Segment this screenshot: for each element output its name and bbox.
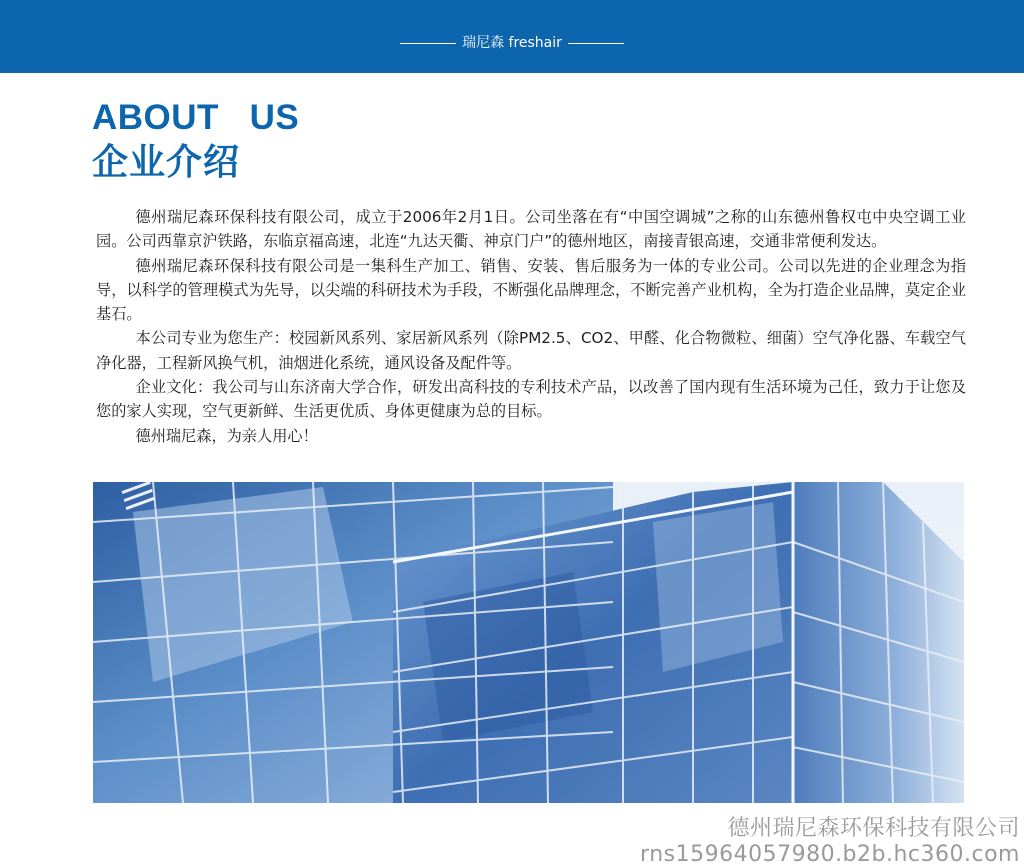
- company-intro-title: 企业介绍: [92, 142, 241, 183]
- watermark-company: 德州瑞尼森环保科技有限公司: [727, 816, 1020, 841]
- paragraph-culture: 企业文化：我公司与山东济南大学合作，研发出高科技的专利技术产品，以改善了国内现有生活环境为己任，致力于让您及您的家人实现，空气更新鲜、生活更优质、身体更健康为总的目标。: [96, 378, 966, 421]
- paragraph-products: 本公司专业为您生产：校园新风系列、家居新风系列（除PM2.5、CO2、甲醛、化合物微粒、细菌）空气净化器、车载空气净化器，工程新风换气机，油烟进化系统，通风设备及配件等。: [96, 329, 966, 372]
- paragraph-slogan: 德州瑞尼森，为亲人用心！: [135, 426, 318, 445]
- paragraph-founding: 德州瑞尼森环保科技有限公司，成立于2006年2月1日。公司坐落在有“中国空调城”之称的山东德州鲁权屯中央空调工业园。公司西靠京沪铁路，东临京福高速，北连“九达天衢、神京门户”的德州地区，南接青银高速，交通非常便利发达。: [96, 208, 966, 251]
- intro-text: [96, 205, 966, 448]
- header-line-right: [568, 43, 624, 44]
- building-photo: [93, 482, 964, 803]
- header-brand-text: 瑞尼森 freshair: [462, 35, 562, 51]
- header-line-left: [400, 43, 456, 44]
- watermark: [640, 816, 1020, 868]
- watermark-site: rns15964057980.b2b.hc360.com: [640, 842, 1020, 867]
- about-us-title: ABOUT US: [92, 98, 300, 137]
- glass-building-illustration: [93, 482, 964, 803]
- paragraph-business: 德州瑞尼森环保科技有限公司是一集科生产加工、销售、安装、售后服务为一体的专业公司。公司以先进的企业理念为指导，以科学的管理模式为先导，以尖端的科研技术为手段，不断强化品牌理念，不断完善产业机构，全为打造企业品牌，莫定企业基石。: [96, 256, 966, 324]
- header-brand: [0, 33, 1024, 53]
